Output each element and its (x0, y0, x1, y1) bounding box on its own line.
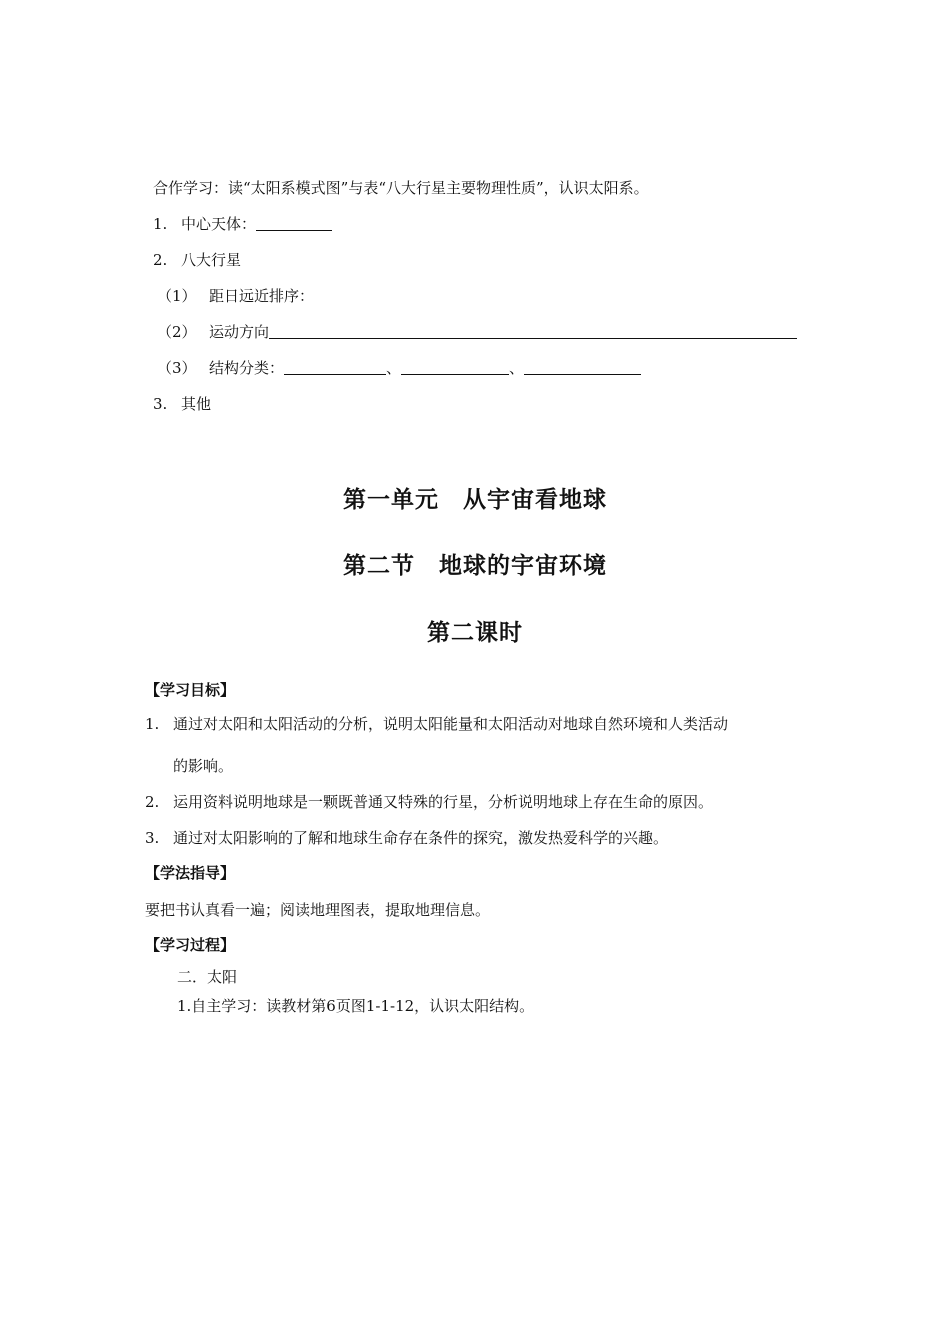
goal-number: 1. (145, 715, 160, 733)
item-other (153, 394, 211, 414)
process-self-study: 1.自主学习：读教材第6页图1-1-12，认识太阳结构。 (177, 997, 535, 1015)
sub-item-motion-direction (157, 322, 797, 342)
sub-item-number: （1） (157, 287, 197, 305)
goals-heading: 【学习目标】 (145, 681, 236, 699)
answer-blank[interactable] (284, 360, 386, 375)
item-label: 八大行星 (181, 251, 242, 269)
goal-item-2 (145, 792, 713, 812)
goal-text: 运用资料说明地球是一颗既普通又特殊的行星，分析说明地球上存在生命的原因。 (173, 793, 714, 811)
item-number: 1. (153, 215, 168, 233)
goal-text: 通过对太阳和太阳活动的分析，说明太阳能量和太阳活动对地球自然环境和人类活动 (173, 715, 729, 733)
separator: 、 (509, 359, 525, 377)
goal-item-1-continued: 的影响。 (173, 757, 234, 775)
goal-text: 通过对太阳影响的了解和地球生命存在条件的探究，激发热爱科学的兴趣。 (173, 829, 669, 847)
goal-number: 3. (145, 829, 160, 847)
item-label: 中心天体： (181, 215, 257, 233)
sub-item-label: 距日远近排序： (209, 287, 315, 305)
intro-text: 合作学习：读“太阳系模式图”与表“八大行星主要物理性质”，认识太阳系。 (153, 179, 649, 197)
process-heading: 【学习过程】 (145, 936, 236, 954)
answer-blank[interactable] (256, 216, 332, 231)
sub-item-number: （3） (157, 359, 197, 377)
separator: 、 (386, 359, 402, 377)
item-label: 其他 (181, 395, 212, 413)
sub-item-distance-order (157, 286, 314, 306)
goal-item-3 (145, 828, 668, 848)
method-text: 要把书认真看一遍；阅读地理图表，提取地理信息。 (145, 901, 491, 919)
answer-blank[interactable] (269, 324, 797, 339)
goal-item-1 (145, 714, 728, 734)
goal-number: 2. (145, 793, 160, 811)
lesson-title: 第二课时 (427, 620, 523, 646)
answer-blank[interactable] (524, 360, 641, 375)
answer-blank[interactable] (401, 360, 509, 375)
sub-item-label: 结构分类： (209, 359, 285, 377)
item-central-body (153, 214, 332, 234)
method-heading: 【学法指导】 (145, 864, 236, 882)
sub-item-structure-classification (157, 358, 641, 378)
item-number: 2. (153, 251, 168, 269)
sub-item-label: 运动方向 (209, 323, 270, 341)
section-title: 第二节 地球的宇宙环境 (343, 553, 607, 579)
unit-title: 第一单元 从宇宙看地球 (343, 487, 607, 513)
item-number: 3. (153, 395, 168, 413)
sub-item-number: （2） (157, 323, 197, 341)
process-subheading-sun: 二．太阳 (177, 968, 238, 986)
item-eight-planets (153, 250, 241, 270)
